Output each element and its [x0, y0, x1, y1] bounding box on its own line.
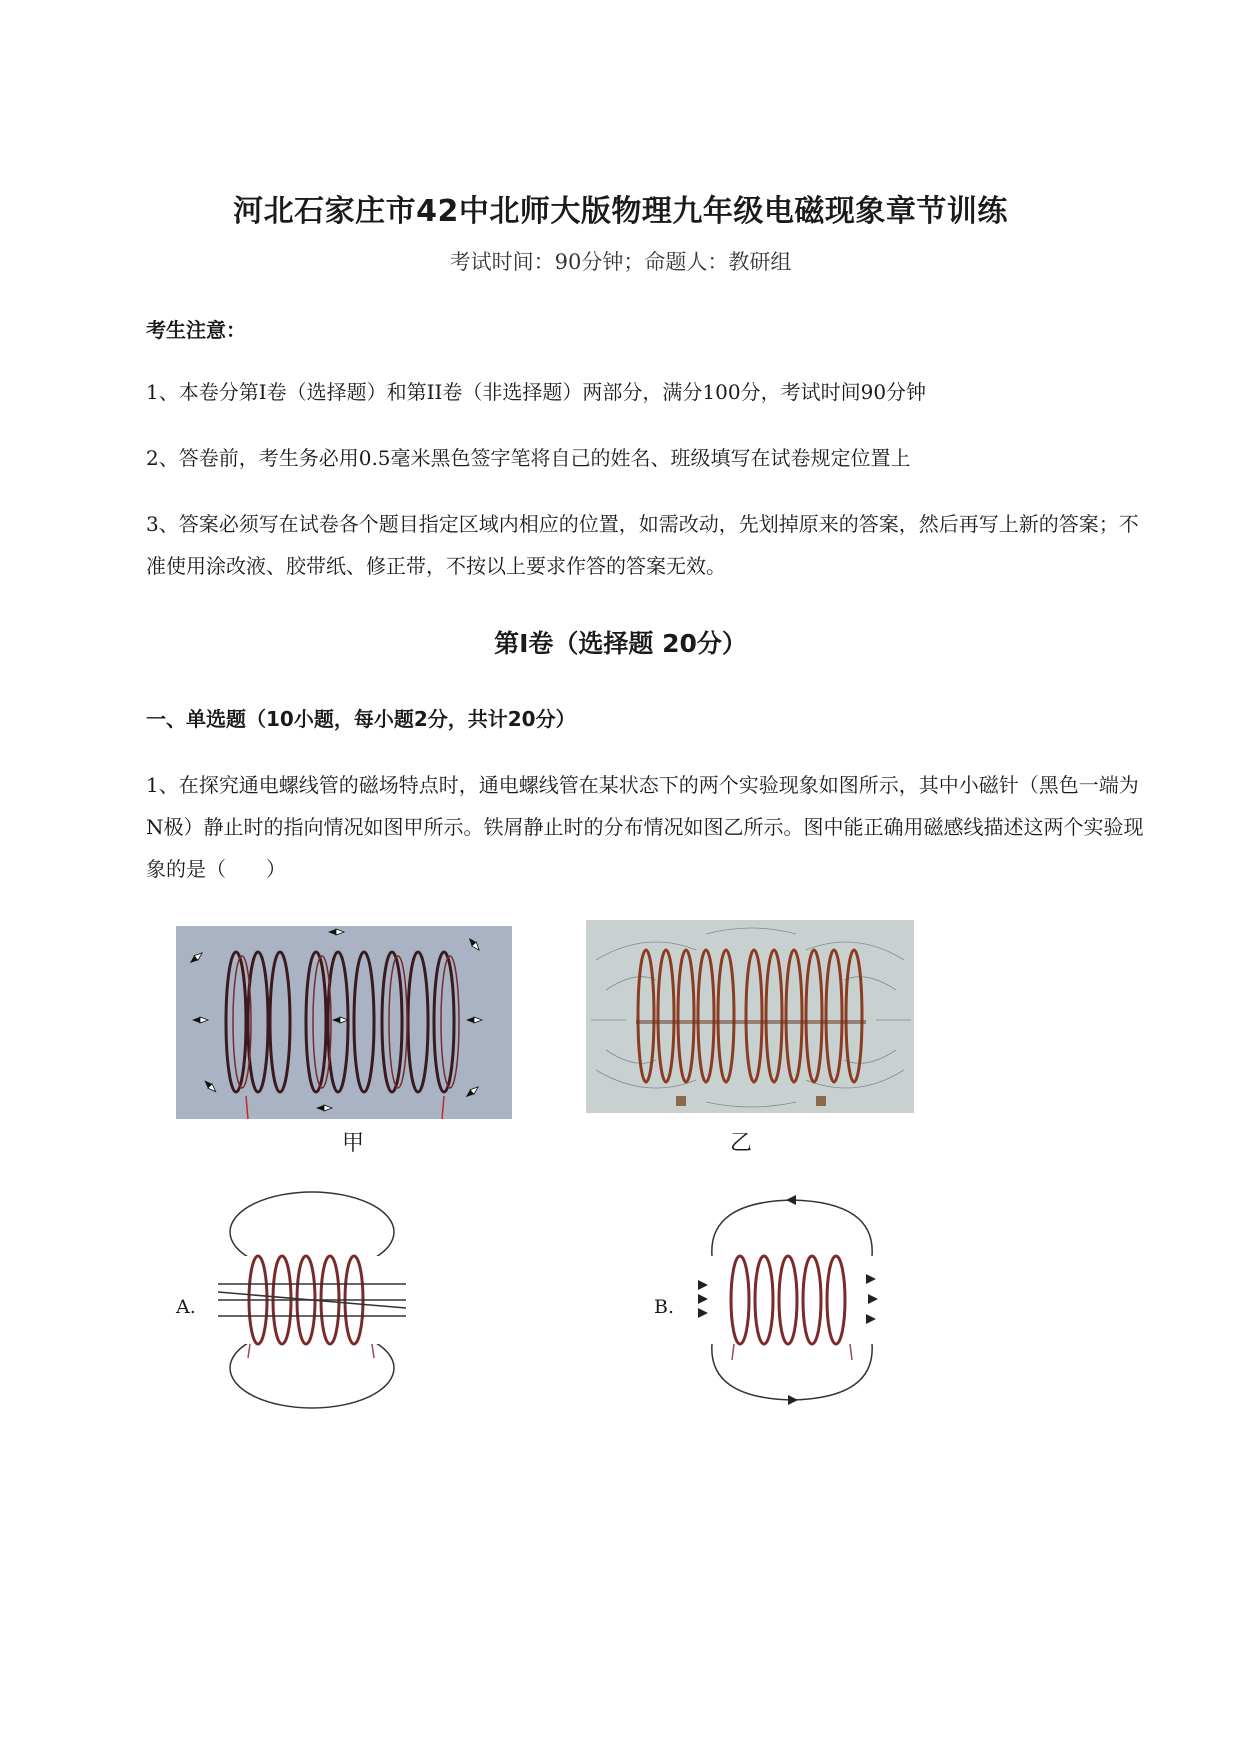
notice-item-3: 3、答案必须写在试卷各个题目指定区域内相应的位置，如需改动，先划掉原来的答案，然后再写上新的答案；不准使用涂改液、胶带纸、修正带，不按以上要求作答的答案无效。: [146, 512, 1139, 578]
part-heading: 一、单选题（10小题，每小题2分，共计20分）: [146, 707, 576, 731]
figure-jia-solenoid-compass: [176, 926, 512, 1119]
notice-item-1: 1、本卷分第I卷（选择题）和第II卷（非选择题）两部分，满分100分，考试时间90分钟: [146, 380, 927, 404]
exam-title: 河北石家庄市42中北师大版物理九年级电磁现象章节训练: [233, 194, 1008, 229]
option-a-label[interactable]: A.: [176, 1296, 196, 1318]
option-a-diagram[interactable]: [210, 1190, 420, 1410]
exam-subtitle: 考试时间：90分钟；命题人：教研组: [449, 250, 792, 274]
notice-item-2: 2、答卷前，考生务必用0.5毫米黑色签字笔将自己的姓名、班级填写在试卷规定位置上: [146, 446, 911, 470]
option-b-diagram[interactable]: [690, 1190, 900, 1410]
option-b-label[interactable]: B.: [654, 1296, 675, 1318]
section-title: 第I卷（选择题 20分）: [494, 629, 747, 658]
figure-caption-jia: 甲: [342, 1131, 365, 1156]
figure-yi-solenoid-filings: [586, 920, 914, 1113]
question-1-text: 1、在探究通电螺线管的磁场特点时，通电螺线管在某状态下的两个实验现象如图所示，其中小磁针（黑色一端为N极）静止时的指向情况如图甲所示。铁屑静止时的分布情况如图乙所示。图中能正确用磁感线描述这两个实验现象的是（ ）: [146, 773, 1144, 881]
notice-heading: 考生注意：: [146, 318, 246, 342]
figure-caption-yi: 乙: [730, 1131, 753, 1156]
